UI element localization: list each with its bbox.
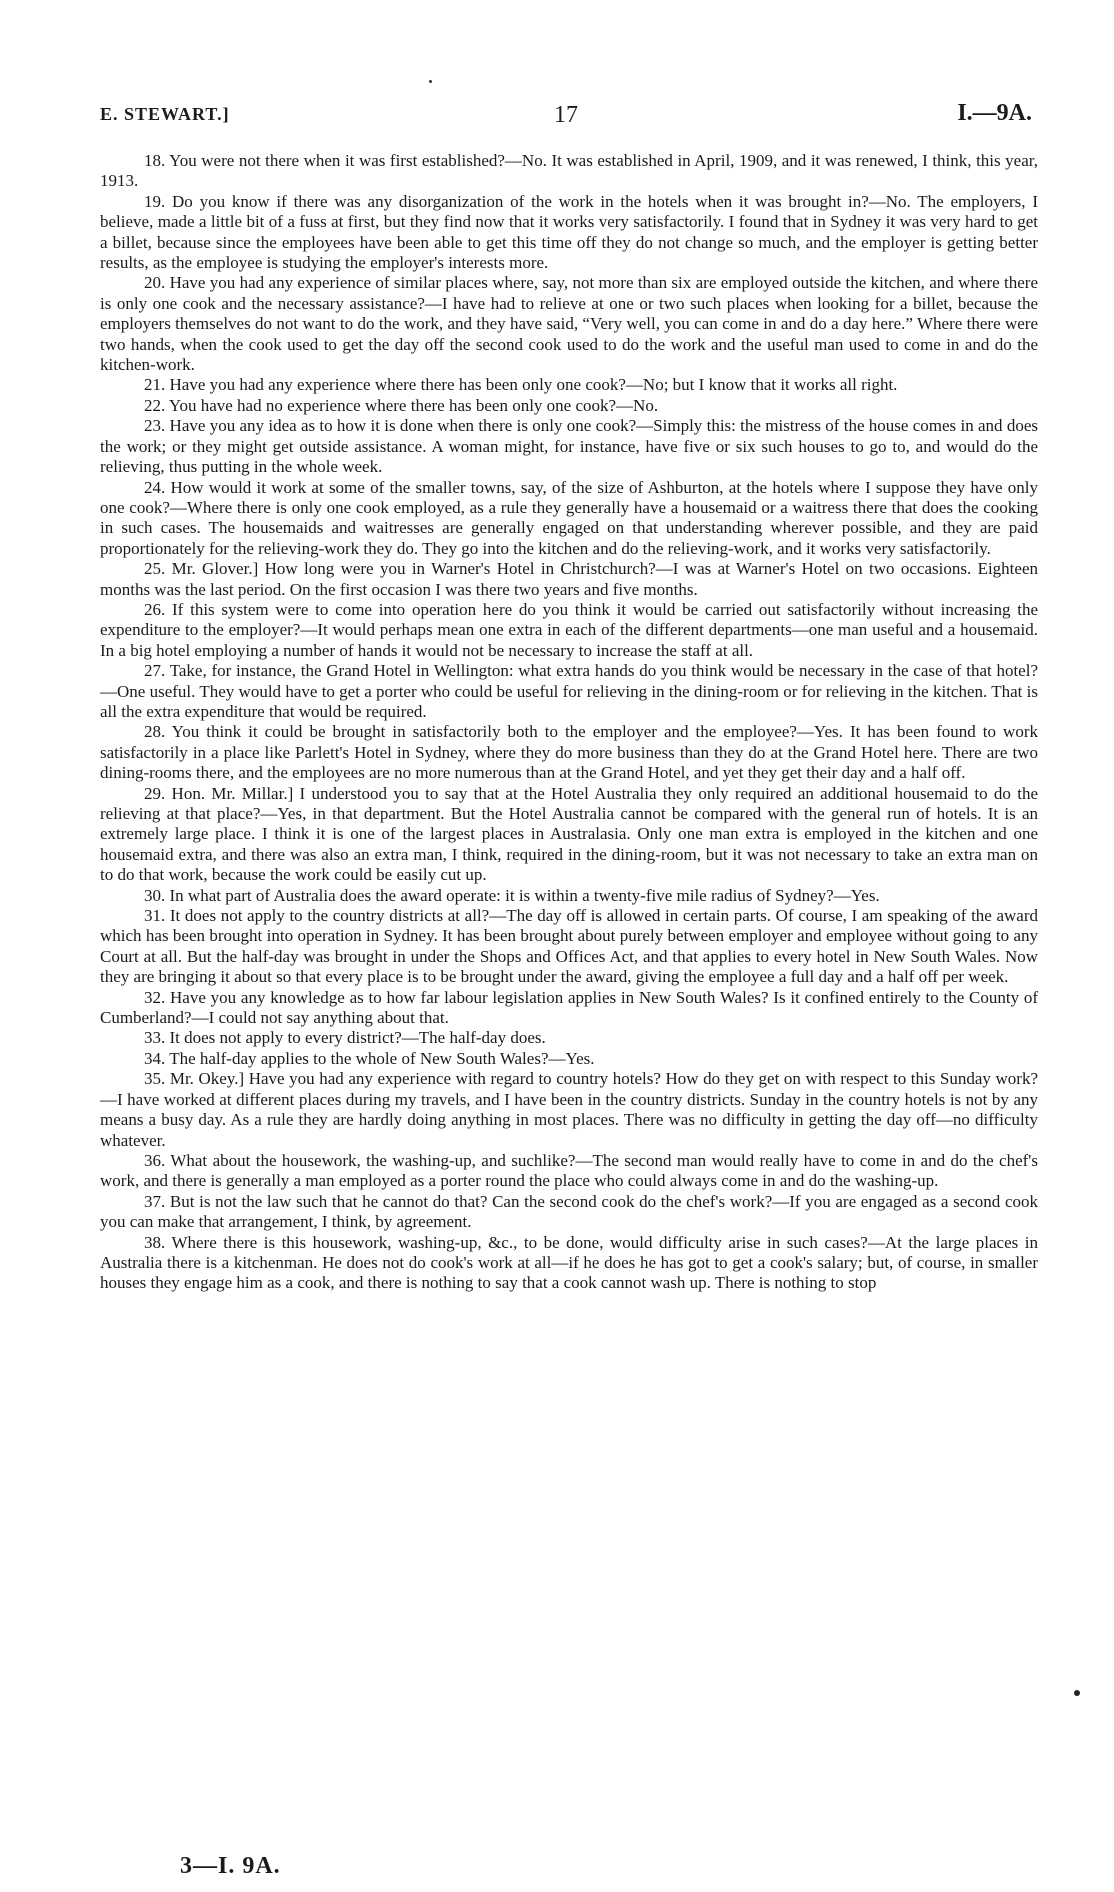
paragraph-31: 31. It does not apply to the country districts at all?—The day off is allowed in certain parts. Of course, I am speaking of the award which has been brought into operation in Sydney. It has been brought about purely between employer and employee without going to any Court at all. But the half-day was brought in under the Shops and Offices Act, and that applies to every hotel in New South Wales. Now they are bringing it about so that every place is to be brought under the award, giving the employee a full day and a half off per week. xyxy=(100,906,1038,987)
paragraph-26: 26. If this system were to come into operation here do you think it would be carried out satisfactorily without increasing the expenditure to the employer?—It would perhaps mean one extra in each of the different departments—one man useful and a housemaid. In a big hotel employing a number of hands it would not be necessary to increase the staff at all. xyxy=(100,599,1038,660)
paragraph-25: 25. Mr. Glover.] How long were you in Warner's Hotel in Christchurch?—I was at Warner's Hotel on two occasions. Eighteen months was the last period. On the first occasion I was there two years and five months. xyxy=(100,559,1038,599)
stray-mark xyxy=(429,80,432,83)
paragraph-29: 29. Hon. Mr. Millar.] I understood you to say that at the Hotel Australia they only required an additional housemaid to do the relieving at that place?—Yes, in that department. But the Hotel Australia cannot be compared with the general run of hotels. It is an extremely large place. I think it is one of the largest places in Australasia. Only one man extra is employed in the kitchen and one housemaid extra, and there was also an extra man, I think, required in the dining-room, but it was not necessary to take an extra man on to do that work, because the work could be easily cut up. xyxy=(100,783,1038,885)
paragraph-18: 18. You were not there when it was first established?—No. It was established in April, 1909, and it was renewed, I think, this year, 1913. xyxy=(100,151,1038,191)
header-paper-reference: I.—9A. xyxy=(957,100,1032,126)
header-witness-name: E. STEWART.] xyxy=(100,104,230,124)
page-header xyxy=(100,100,1032,134)
header-page-number: 17 xyxy=(554,102,578,128)
paragraph-24: 24. How would it work at some of the smaller towns, say, of the size of Ashburton, at the hotels where I suppose they have only one cook?—Where there is only one cook employed, as a rule they generally have a housemaid or a waitress there that does the cooking in such cases. The housemaids and waitresses are generally engaged on that understanding wherever possible, and they are paid proportionately for the relieving-work they do. They go into the kitchen and do the relieving-work, and it works very satisfactorily. xyxy=(100,477,1038,558)
paragraph-35: 35. Mr. Okey.] Have you had any experience with regard to country hotels? How do they get on with respect to this Sunday work?—I have worked at different places during my travels, and I have been in the country districts. Sunday in the country hotels is not by any means a busy day. As a rule they are hardly doing anything in most places. There was no difficulty in getting the day off—no difficulty whatever. xyxy=(100,1069,1038,1150)
paragraph-19: 19. Do you know if there was any disorganization of the work in the hotels when it was brought in?—No. The employers, I believe, made a little bit of a fuss at first, but they find now that it works very satisfactorily. I found that in Sydney it was very hard to get a billet, because since the employees have been able to get this time off they do not change so much, and the employer is getting better results, as the employee is studying the employer's interests more. xyxy=(100,191,1038,273)
paragraph-27: 27. Take, for instance, the Grand Hotel in Wellington: what extra hands do you think would be necessary in the case of that hotel?—One useful. They would have to get a porter who could be useful for relieving in the dining-room or for relieving in the kitchen. That is all the extra expenditure that would be required. xyxy=(100,661,1038,721)
paragraph-38: 38. Where there is this housework, washing-up, &c., to be done, would difficulty arise in such cases?—At the large places in Australia there is a kitchenman. He does not do cook's work at all—if he does he has got to get a cook's salary; but, of course, in smaller houses they engage him as a cook, and there is nothing to say that a cook cannot wash up. There is nothing to stop xyxy=(100,1232,1038,1293)
paragraph-23: 23. Have you any idea as to how it is done when there is only one cook?—Simply this: the mistress of the house comes in and does the work; or they might get outside assistance. A woman might, for instance, have five or six such houses to go to, and would do the relieving, thus putting in the whole week. xyxy=(100,416,1038,477)
paragraph-34: 34. The half-day applies to the whole of New South Wales?—Yes. xyxy=(144,1048,595,1068)
paragraph-36: 36. What about the housework, the washing-up, and suchlike?—The second man would really have to come in and do the chef's work, and there is generally a man employed as a porter round the place who could always come in and do the washing-up. xyxy=(100,1150,1038,1191)
paragraph-20: 20. Have you had any experience of similar places where, say, not more than six are employed outside the kitchen, and where there is only one cook and the necessary assistance?—I have had to relieve at one or two such places when looking for a billet, because the employers themselves do not want to do the work, and they have said, “Very well, you can come in and do a day here.” Where there were two hands, when the cook used to get the day off the second cook used to do the work and the useful man used to come in and do the kitchen-work. xyxy=(100,273,1038,375)
paragraph-21: 21. Have you had any experience where there has been only one cook?—No; but I know that it works all right. xyxy=(144,375,898,395)
paragraph-22: 22. You have had no experience where there has been only one cook?—No. xyxy=(144,395,659,415)
paragraph-37: 37. But is not the law such that he cannot do that? Can the second cook do the chef's work?—If you are engaged as a second cook you can make that arrangement, I think, by agreement. xyxy=(100,1191,1038,1232)
margin-mark xyxy=(1074,1690,1080,1696)
paragraph-28: 28. You think it could be brought in satisfactorily both to the employer and the employee?—Yes. It has been found to work satisfactorily in a place like Parlett's Hotel in Sydney, where they do more business than they do at the Grand Hotel here. There are two dining-rooms there, and the employees are no more numerous than at the Grand Hotel, and yet they get their day and a half off. xyxy=(100,722,1038,783)
paragraph-33: 33. It does not apply to every district?—The half-day does. xyxy=(144,1028,546,1048)
testimony-body xyxy=(100,151,1038,1294)
paragraph-32: 32. Have you any knowledge as to how far labour legislation applies in New South Wales? Is it confined entirely to the County of Cumberland?—I could not say anything about that. xyxy=(100,987,1038,1028)
signature-mark: 3—I. 9A. xyxy=(180,1853,281,1879)
paragraph-30: 30. In what part of Australia does the award operate: it is within a twenty-five mile radius of Sydney?—Yes. xyxy=(144,885,880,905)
